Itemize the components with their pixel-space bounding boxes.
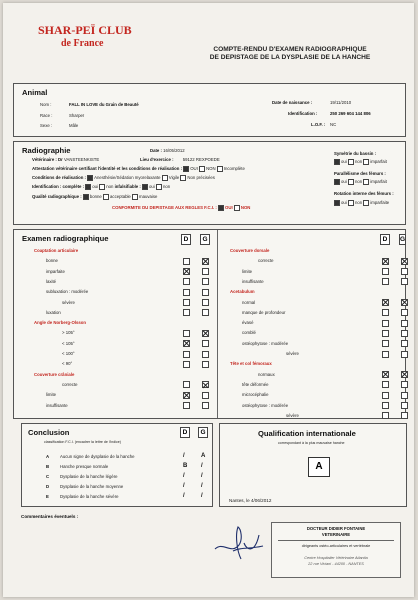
par-oui: oui (341, 179, 347, 185)
rotation-options (334, 200, 389, 206)
right-g-checkbox-3[interactable] (401, 278, 408, 285)
document-page (3, 3, 414, 597)
left-label-6: luxation (46, 309, 61, 315)
identification-label: Identification : (288, 111, 318, 116)
signature (211, 521, 269, 563)
conformite-oui-checkbox[interactable] (218, 205, 224, 211)
vigile-checkbox[interactable] (162, 175, 168, 181)
conformite-label: CONFORMITE DU DEPISTAGE AUX REGLES F.C.I. : (112, 205, 217, 211)
left-d-checkbox-9[interactable] (183, 340, 190, 347)
veterinaire (32, 157, 99, 162)
right-g-checkbox-12[interactable] (401, 371, 408, 378)
veterinaire-label: Vétérinaire : Dr (32, 157, 63, 162)
infalsifiable-label: infalsifiable : (114, 184, 141, 190)
rot-non: non (354, 200, 363, 206)
conditions-label: Conditions de réalisation : (32, 175, 86, 181)
attestation-oui: OUI (190, 166, 198, 172)
right-section-4: Acetabulum (230, 289, 255, 295)
right-d-checkbox-2[interactable] (382, 268, 389, 275)
left-g-checkbox-3[interactable] (202, 278, 209, 285)
right-d-checkbox-12[interactable] (382, 371, 389, 378)
conclusion-text-1: Hanche presque normale (60, 464, 109, 469)
veterinarian-stamp (271, 522, 401, 578)
conditions-row (32, 175, 215, 181)
sym-imparfait: imparfait (370, 159, 387, 165)
right-label-13: tête déformée (242, 381, 269, 387)
right-label-2: limite (242, 268, 253, 274)
naissance-value: 19/11/2010 (330, 100, 352, 105)
left-d-checkbox-4[interactable] (183, 289, 190, 296)
right-section-11: Tête et col fémoraux (230, 361, 272, 367)
qualification-grade: A (308, 457, 330, 477)
right-d-checkbox-13[interactable] (382, 381, 389, 388)
lieu-value: 59122 REXPOEDE (182, 157, 220, 162)
rot-oui-checkbox[interactable] (334, 200, 340, 206)
left-label-4: subluxation : modérée (46, 289, 89, 295)
right-d-checkbox-16[interactable] (382, 412, 389, 419)
identification-row (32, 184, 170, 190)
left-g-checkbox-4[interactable] (202, 289, 209, 296)
left-g-checkbox-13[interactable] (202, 381, 209, 388)
conclusion-subtitle: classification F.C.I. (encadrer la lettre de l'indice) (44, 440, 121, 444)
right-d-checkbox-5[interactable] (382, 299, 389, 306)
anesthesie: Anesthésie/Sédation myorelaxante (94, 175, 161, 181)
conclusion-col-d: D (180, 427, 190, 438)
symetrie-label: Symétrie du bassin : (334, 151, 377, 156)
left-label-13: correcte (62, 381, 78, 387)
conclusion-g-value-0: A (201, 453, 206, 459)
par-non-checkbox[interactable] (348, 179, 354, 185)
animal-section (13, 83, 406, 137)
stamp-clinic: Centre Hospitalier Vétérinaire Atlantia (304, 556, 368, 560)
conclusion-d-value-1: B (183, 463, 188, 469)
examen-divider (217, 230, 218, 418)
examen-col-g-left: G (200, 234, 210, 245)
qualification-subtitle: correspondant à la plus mauvaise hanche (278, 441, 345, 445)
left-g-checkbox-10[interactable] (202, 351, 209, 358)
right-d-checkbox-3[interactable] (382, 278, 389, 285)
rot-non-checkbox[interactable] (348, 200, 354, 206)
vigile: Vigile (168, 175, 180, 181)
right-label-9: ostéophytose : modérée (242, 340, 289, 346)
conclusion-letter-2: C (46, 474, 50, 479)
right-label-10: sévère (286, 351, 299, 356)
left-section-0: Coaptation articulaire (34, 248, 79, 253)
conclusion-d-value-4: / (183, 493, 185, 499)
identification-complete-label: Identification : complète : (32, 184, 85, 190)
sym-imparfait-checkbox[interactable] (363, 159, 369, 165)
right-d-checkbox-10[interactable] (382, 351, 389, 358)
radio-date (150, 148, 185, 153)
qualite-bonne-checkbox[interactable] (83, 194, 89, 200)
right-g-checkbox-15[interactable] (401, 402, 408, 409)
infals-oui-checkbox[interactable] (142, 184, 148, 190)
stamp-specialty: dirigeants ostéo-articulaires et vertébrale (301, 544, 371, 548)
nom-label: Nom : (40, 102, 52, 107)
left-d-checkbox-3[interactable] (183, 278, 190, 285)
qualite-mauvaise-checkbox[interactable] (132, 194, 138, 200)
conclusion-letter-1: B (46, 464, 50, 469)
radiographie-heading: Radiographie (22, 146, 71, 155)
left-label-1: bonne (46, 258, 58, 264)
left-g-checkbox-5[interactable] (202, 299, 209, 306)
stamp-address: 22 rue Viviani - 44200 - NANTES (308, 562, 364, 566)
left-d-checkbox-14[interactable] (183, 392, 190, 399)
non-precisees: Non précisées (187, 175, 215, 181)
conformite-non: NON (240, 205, 251, 211)
right-d-checkbox-7[interactable] (382, 320, 389, 327)
veterinaire-value: VANSTEENKISTE (64, 157, 100, 162)
attestation-label: Attestation vétérinaire certifiant l'identité et les conditions de réalisation : (32, 166, 183, 172)
right-d-checkbox-9[interactable] (382, 340, 389, 347)
examen-heading: Examen radiographique (22, 234, 109, 243)
sym-non: non (354, 159, 363, 165)
race-value: Sharpeï (69, 113, 85, 118)
left-g-checkbox-14[interactable] (202, 392, 209, 399)
left-label-15: insuffisante (46, 402, 68, 408)
right-g-checkbox-8[interactable] (401, 330, 408, 337)
radio-date-value: 16/05/2012 (163, 148, 185, 153)
conformite-oui: OUI (225, 205, 233, 211)
anesthesie-checkbox[interactable] (87, 175, 93, 181)
right-g-checkbox-13[interactable] (401, 381, 408, 388)
symetrie-options (334, 159, 387, 165)
ident-oui: oui (92, 184, 98, 190)
conclusion-text-4: Dysplasie de la hanche sévère (60, 494, 119, 499)
left-d-checkbox-8[interactable] (183, 330, 190, 337)
infals-non: non (162, 184, 171, 190)
attestation-non-checkbox[interactable] (199, 166, 205, 172)
rot-oui: oui (341, 200, 347, 206)
conclusion-d-value-3: / (183, 483, 185, 489)
right-d-checkbox-15[interactable] (382, 402, 389, 409)
left-section-7: Angle de Norberg-Olsson (34, 320, 87, 326)
naissance-label: Date de naissance : (272, 100, 313, 105)
left-d-checkbox-2[interactable] (183, 268, 190, 275)
conclusion-letter-0: A (46, 454, 50, 459)
conclusion-g-value-3: / (201, 483, 203, 489)
left-d-checkbox-11[interactable] (183, 361, 190, 368)
animal-heading: Animal (22, 88, 48, 97)
right-g-checkbox-9[interactable] (401, 340, 408, 347)
conclusion-g-value-4: / (201, 493, 203, 499)
right-g-checkbox-10[interactable] (401, 351, 408, 358)
qualite-row (32, 194, 157, 200)
left-label-3: laxité (46, 278, 57, 284)
right-section-0: Couverture dorsale (230, 248, 270, 253)
conclusion-text-0: Aucun signe de dysplasie de la hanche (60, 454, 135, 459)
right-d-checkbox-1[interactable] (382, 258, 389, 265)
qualification-heading: Qualification internationale (258, 429, 356, 438)
qualite-mauvaise: mauvaise (139, 194, 158, 200)
conformite-non-checkbox[interactable] (234, 205, 240, 211)
right-g-checkbox-14[interactable] (401, 392, 408, 399)
identification-value: 250 269 604 144 806 (330, 111, 371, 116)
conclusion-d-value-2: / (183, 473, 185, 479)
document-title-line1: COMPTE-RENDU D'EXAMEN RADIOGRAPHIQUE (213, 46, 367, 53)
conclusion-text-3: Dysplasie de la hanche moyenne (60, 484, 124, 489)
infals-non-checkbox[interactable] (156, 184, 162, 190)
left-label-10: < 100° (62, 351, 75, 356)
conclusion-g-value-2: / (201, 473, 203, 479)
conclusion-heading: Conclusion (28, 428, 70, 437)
right-label-8: comblé (242, 330, 256, 336)
sym-oui-checkbox[interactable] (334, 159, 340, 165)
race-label: Race : (40, 113, 53, 118)
rot-imparfaite: imparfaite (370, 200, 390, 206)
right-g-checkbox-6[interactable] (401, 309, 408, 316)
non-precisees-checkbox[interactable] (180, 175, 186, 181)
club-name: SHAR-PEÏ CLUB (38, 23, 132, 37)
qualite-label: Qualité radiographique : (32, 194, 82, 200)
attestation-incomplete: Incomplète (223, 166, 245, 172)
right-label-7: évasé (242, 320, 254, 326)
right-d-checkbox-8[interactable] (382, 330, 389, 337)
qualite-acceptable-checkbox[interactable] (103, 194, 109, 200)
conclusion-section (21, 423, 213, 507)
par-oui-checkbox[interactable] (334, 179, 340, 185)
club-country: de France (61, 38, 104, 49)
left-section-12: Couverture crâniale (34, 371, 75, 377)
right-label-16: sévère (286, 412, 299, 418)
left-d-checkbox-1[interactable] (183, 258, 190, 265)
conclusion-letter-3: D (46, 484, 50, 489)
stamp-name: DOCTEUR DIDIER FONTAINE (306, 526, 366, 531)
right-d-checkbox-6[interactable] (382, 309, 389, 316)
rot-imparfaite-checkbox[interactable] (363, 200, 369, 206)
lof-label: L.O.F. : (311, 122, 326, 127)
sexe-value: Mâle (69, 123, 79, 128)
right-label-5: normal (242, 299, 256, 305)
par-imparfait: imparfait (370, 179, 387, 185)
left-d-checkbox-10[interactable] (183, 351, 190, 358)
right-label-15: ostéophytose : modérée (242, 402, 289, 408)
sym-non-checkbox[interactable] (348, 159, 354, 165)
ident-non-checkbox[interactable] (99, 184, 105, 190)
sym-oui: oui (341, 159, 347, 165)
sexe-label: Sexe : (40, 123, 53, 128)
infals-oui: oui (149, 184, 155, 190)
conformite-row (112, 205, 250, 211)
par-non: non (354, 179, 363, 185)
right-label-1: correcte (258, 258, 274, 264)
examen-section (13, 229, 406, 419)
right-d-checkbox-14[interactable] (382, 392, 389, 399)
conclusion-text-2: Dysplasie de la hanche légère (60, 474, 118, 479)
examen-col-g-right: G (400, 236, 406, 243)
attestation-oui-checkbox[interactable] (183, 166, 189, 172)
left-g-checkbox-1[interactable] (202, 258, 209, 265)
left-label-8: > 105° (62, 330, 75, 336)
left-g-checkbox-11[interactable] (202, 361, 209, 368)
commentaires-label: Commentaires éventuels : (21, 514, 79, 519)
right-label-3: insuffisante (242, 278, 264, 284)
left-label-2: imparfaite (46, 268, 65, 274)
conclusion-col-g: G (198, 427, 208, 438)
parallelisme-options (334, 179, 387, 185)
left-d-checkbox-5[interactable] (183, 299, 190, 306)
lieu-label: Lieu d'exercice : (140, 157, 174, 162)
conclusion-d-value-0: / (183, 453, 185, 459)
left-g-checkbox-6[interactable] (202, 309, 209, 316)
ident-non: non (106, 184, 114, 190)
radio-date-label: Date : (150, 148, 162, 153)
attestation-row (32, 166, 245, 172)
right-g-checkbox-1[interactable] (401, 258, 408, 265)
left-label-5: sévère (62, 299, 75, 305)
right-g-checkbox-5[interactable] (401, 299, 408, 306)
right-g-checkbox-2[interactable] (401, 268, 408, 275)
radiographie-section (13, 141, 406, 225)
stamp-title: VETERINAIRE (321, 532, 351, 537)
par-imparfait-checkbox[interactable] (363, 179, 369, 185)
document-title-line2: DE DEPISTAGE DE LA DYSPLASIE DE LA HANCHE (209, 54, 371, 61)
stamp-divider (278, 540, 394, 541)
attestation-non: NON (206, 166, 216, 172)
qualification-section (219, 423, 407, 507)
conclusion-letter-4: E (46, 494, 49, 499)
rotation-label: Rotation interne des fémurs : (334, 191, 394, 196)
right-label-6: manque de profondeur (242, 309, 286, 315)
parallelisme-label: Parallélisme des fémurs : (334, 171, 386, 176)
left-label-14: limite (46, 392, 57, 398)
conclusion-g-value-1: / (201, 463, 203, 469)
left-d-checkbox-6[interactable] (183, 309, 190, 316)
lieu (140, 157, 220, 162)
right-label-12: normaux (258, 371, 275, 377)
left-label-9: < 105° (62, 340, 75, 346)
lieu-date: Nantes, le 4/06/2012 (229, 498, 272, 503)
qualite-bonne: bonne (89, 194, 102, 200)
qualite-acceptable: acceptable (110, 194, 131, 200)
right-g-checkbox-16[interactable] (401, 412, 408, 419)
left-d-checkbox-13[interactable] (183, 381, 190, 388)
attestation-incomplete-checkbox[interactable] (217, 166, 223, 172)
ident-oui-checkbox[interactable] (85, 184, 91, 190)
lof-value: NC (330, 122, 337, 127)
examen-col-d-right: D (380, 234, 390, 245)
left-g-checkbox-8[interactable] (202, 330, 209, 337)
left-g-checkbox-2[interactable] (202, 268, 209, 275)
left-g-checkbox-15[interactable] (202, 402, 209, 409)
right-label-14: microcéphalie (242, 392, 269, 398)
examen-col-d-left: D (181, 234, 191, 245)
right-g-checkbox-7[interactable] (401, 320, 408, 327)
nom-value: FALL IN LOVE du Grain de Beauté (69, 102, 139, 107)
left-label-11: < 90° (62, 361, 73, 367)
left-d-checkbox-15[interactable] (183, 402, 190, 409)
left-g-checkbox-9[interactable] (202, 340, 209, 347)
